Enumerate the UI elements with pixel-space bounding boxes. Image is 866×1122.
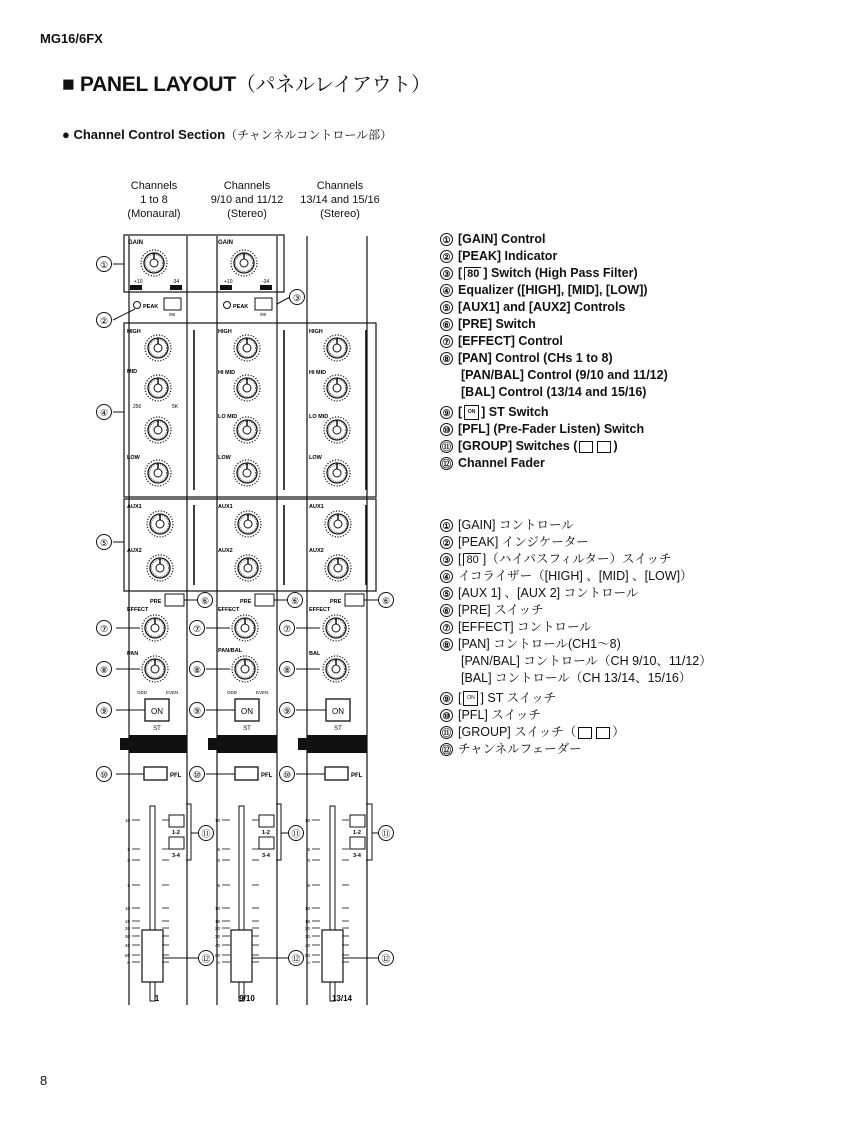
fader-scale-label: 10 xyxy=(214,906,220,911)
svg-text:⑪: ⑪ xyxy=(381,829,391,839)
pre-switch-3[interactable] xyxy=(345,594,364,606)
svg-text:HI MID: HI MID xyxy=(309,370,327,376)
svg-text:⑫: ⑫ xyxy=(381,954,391,964)
fader-scale-label: 30 xyxy=(124,934,130,939)
page-title: ■ PANEL LAYOUT（パネルレイアウト） xyxy=(62,73,431,96)
gain-label: GAIN xyxy=(128,240,143,246)
column-header-3: Channels 13/14 and 15/16 (Stereo) xyxy=(300,180,380,220)
pfl-switch-3[interactable] xyxy=(325,767,348,780)
fader-scale-label: 15 xyxy=(214,919,220,924)
jp-item-8c: [BAL] コントロール（CH 13/14、15/16） xyxy=(461,671,692,685)
effect-knob-1[interactable] xyxy=(142,615,168,641)
svg-text:3-4: 3-4 xyxy=(172,853,180,859)
svg-text:④: ④ xyxy=(99,408,109,418)
fader-scale-label: 5 xyxy=(217,883,220,888)
en-item-12: ⑫ Channel Fader xyxy=(441,456,545,470)
pre-switch-2[interactable] xyxy=(255,594,274,606)
svg-text:AUX1: AUX1 xyxy=(218,504,233,510)
gain-max: -34 xyxy=(172,279,180,285)
jp-item-5: ⑤ [AUX 1] 、[AUX 2] コントロール xyxy=(440,585,712,602)
svg-text:EVEN: EVEN xyxy=(256,690,269,695)
peak-led-1 xyxy=(134,302,141,309)
svg-text:1-2: 1-2 xyxy=(353,830,361,836)
fader-scale-label: 10 xyxy=(304,818,310,823)
fader-knob-3[interactable] xyxy=(322,930,343,982)
svg-text:5K: 5K xyxy=(172,404,179,410)
fader-knob-1[interactable] xyxy=(142,930,163,982)
svg-text:⑨: ⑨ xyxy=(192,706,202,716)
fader-scale-label: 5 xyxy=(127,883,130,888)
aux1-knob-2[interactable] xyxy=(235,511,261,537)
eq-low-knob-1[interactable] xyxy=(145,460,171,486)
fader-scale-label: 5 xyxy=(127,847,130,852)
page-number: 8 xyxy=(40,1073,48,1088)
fader-scale-label: 0 xyxy=(217,858,220,863)
svg-text:1-2: 1-2 xyxy=(262,830,270,836)
gain-max-2: -34 xyxy=(262,279,270,285)
fader-scale-label: 30 xyxy=(214,934,220,939)
group-12-switch-1[interactable] xyxy=(169,815,184,827)
section-heading: ● Channel Control Section（チャンネルコントロール部） xyxy=(62,127,393,142)
eq-low-knob-3[interactable] xyxy=(324,460,350,486)
aux2-knob-2[interactable] xyxy=(235,555,261,581)
fader-scale-label: 20 xyxy=(304,926,310,931)
svg-text:13/14: 13/14 xyxy=(331,994,353,1003)
jp-item-3: ③ [ 80 ]（ハイパスフィルター）スイッチ xyxy=(440,551,712,568)
svg-text:⑪: ⑪ xyxy=(291,829,301,839)
fader-scale-label: 15 xyxy=(304,919,310,924)
svg-text:AUX1: AUX1 xyxy=(127,504,142,510)
japanese-legend xyxy=(440,517,712,758)
svg-text:EFFECT: EFFECT xyxy=(309,607,331,613)
svg-text:③: ③ xyxy=(292,293,302,303)
aux1-knob-1[interactable] xyxy=(147,511,173,537)
svg-text:ST: ST xyxy=(334,726,342,732)
svg-text:ON: ON xyxy=(241,707,253,716)
column-header-2: Channels 9/10 and 11/12 (Stereo) xyxy=(210,180,284,220)
svg-text:⑩: ⑩ xyxy=(99,770,109,780)
hpf-label-2: /80 xyxy=(260,312,267,317)
svg-text:①: ① xyxy=(99,260,109,270)
gain-min-2: +10 xyxy=(224,279,233,285)
en-item-2: ② [PEAK] Indicator xyxy=(440,248,668,265)
gain-knob-2[interactable] xyxy=(231,250,257,276)
svg-text:PFL: PFL xyxy=(261,773,273,779)
peak-label-2: PEAK xyxy=(233,304,249,310)
gain-label-2: GAIN xyxy=(218,240,233,246)
pfl-switches xyxy=(144,767,363,780)
svg-text:AUX2: AUX2 xyxy=(218,548,233,554)
svg-text:PFL: PFL xyxy=(170,773,182,779)
svg-text:EFFECT: EFFECT xyxy=(127,607,149,613)
eq-lomid-knob-3[interactable] xyxy=(324,417,350,443)
fader-scale-label: 10 xyxy=(124,818,130,823)
group-34-switch-2[interactable] xyxy=(259,837,274,849)
fader-scale-label: 10 xyxy=(304,906,310,911)
hpf-switch-1[interactable] xyxy=(164,298,181,310)
svg-text:⑫: ⑫ xyxy=(201,954,211,964)
jp-item-9: ⑨ [ ON ] ST スイッチ xyxy=(440,690,712,707)
en-item-8c: [BAL] Control (13/14 and 15/16) xyxy=(461,385,647,399)
fader-scale-label: 5 xyxy=(307,883,310,888)
fader-scale-label: 0 xyxy=(127,858,130,863)
svg-text:LO MID: LO MID xyxy=(309,414,329,420)
svg-text:1-2: 1-2 xyxy=(172,830,180,836)
fader-scale-label: ∞ xyxy=(306,960,310,965)
gain-knobs xyxy=(128,240,272,290)
svg-text:⑦: ⑦ xyxy=(192,624,202,634)
jp-item-12: ⑫ チャンネルフェーダー xyxy=(441,742,582,756)
fader-scale-label: 10 xyxy=(124,906,130,911)
pan-knob-1[interactable] xyxy=(142,656,168,682)
en-item-7: ⑦ [EFFECT] Control xyxy=(440,333,668,350)
jp-item-10: ⑩ [PFL] スイッチ xyxy=(440,707,712,724)
fader-knob-2[interactable] xyxy=(231,930,252,982)
fader-scale-label: 60 xyxy=(124,953,130,958)
scribble-strips xyxy=(120,735,367,753)
svg-text:AUX2: AUX2 xyxy=(309,548,324,554)
jp-item-2: ② [PEAK] インジケーター xyxy=(440,534,712,551)
hpf-label-1: /80 xyxy=(169,312,176,317)
aux1-knob-3[interactable] xyxy=(325,511,351,537)
jp-item-4: ④ イコライザー（[HIGH] 、[MID] 、[LOW]） xyxy=(440,568,712,585)
eq-himid-knob-2[interactable] xyxy=(234,375,260,401)
svg-text:⑧: ⑧ xyxy=(282,665,292,675)
svg-text:LO MID: LO MID xyxy=(218,414,238,420)
group-12-switch-3[interactable] xyxy=(350,815,365,827)
svg-text:PAN/BAL: PAN/BAL xyxy=(218,648,243,654)
fader-scale-label: 20 xyxy=(124,926,130,931)
svg-text:⑥: ⑥ xyxy=(381,596,391,606)
svg-text:⑦: ⑦ xyxy=(282,624,292,634)
svg-text:PFL: PFL xyxy=(351,773,363,779)
svg-text:PAN: PAN xyxy=(127,651,139,657)
model-name: MG16/6FX xyxy=(40,31,103,46)
eq-high-knob-2[interactable] xyxy=(234,335,260,361)
fader-scale-label: 30 xyxy=(304,934,310,939)
svg-text:AUX2: AUX2 xyxy=(127,548,142,554)
svg-text:PRE: PRE xyxy=(330,599,342,605)
english-legend xyxy=(440,231,668,472)
svg-text:⑨: ⑨ xyxy=(99,706,109,716)
en-item-8: ⑧ [PAN] Control (CHs 1 to 8) xyxy=(440,350,668,367)
fader-scale-label: ∞ xyxy=(126,960,130,965)
peak-hpf-row xyxy=(134,298,273,317)
gain-min: +10 xyxy=(134,279,143,285)
svg-text:②: ② xyxy=(99,316,109,326)
pfl-switch-1[interactable] xyxy=(144,767,167,780)
en-item-6: ⑥ [PRE] Switch xyxy=(440,316,668,333)
svg-text:ON: ON xyxy=(151,707,163,716)
eq-high-knob-1[interactable] xyxy=(145,335,171,361)
group-12-switch-2[interactable] xyxy=(259,815,274,827)
svg-text:LOW: LOW xyxy=(309,455,322,461)
svg-text:⑩: ⑩ xyxy=(192,770,202,780)
eq-himid-knob-3[interactable] xyxy=(324,375,350,401)
group-34-switch-3[interactable] xyxy=(350,837,365,849)
svg-text:⑧: ⑧ xyxy=(99,665,109,675)
effect-knob-2[interactable] xyxy=(232,615,258,641)
fader-scale-label: 5 xyxy=(307,847,310,852)
jp-item-8b: [PAN/BAL] コントロール（CH 9/10、11/12） xyxy=(461,654,712,668)
svg-text:250: 250 xyxy=(133,404,142,410)
aux2-knob-3[interactable] xyxy=(325,555,351,581)
pre-switch-1[interactable] xyxy=(165,594,184,606)
en-item-11: ⑪ [GROUP] Switches ( ) xyxy=(441,439,618,453)
svg-text:HIGH: HIGH xyxy=(309,329,323,335)
effect-knob-3[interactable] xyxy=(323,615,349,641)
panbal-knob-2[interactable] xyxy=(232,656,258,682)
svg-text:AUX1: AUX1 xyxy=(309,504,324,510)
faders xyxy=(142,806,365,1003)
peak-led-2 xyxy=(224,302,231,309)
svg-text:ST: ST xyxy=(153,726,161,732)
en-item-4: ④ Equalizer ([HIGH], [MID], [LOW]) xyxy=(440,282,668,299)
svg-text:⑩: ⑩ xyxy=(282,770,292,780)
svg-text:BAL: BAL xyxy=(309,651,321,657)
fader-scale-label: 40 xyxy=(304,943,310,948)
fader-scale-label: 60 xyxy=(214,953,220,958)
svg-text:9/10: 9/10 xyxy=(239,994,255,1003)
bal-knob-3[interactable] xyxy=(323,656,349,682)
svg-text:1: 1 xyxy=(154,994,160,1003)
svg-text:3-4: 3-4 xyxy=(353,853,361,859)
en-item-1: ① [GAIN] Control xyxy=(440,231,668,248)
fader-scale-label: 15 xyxy=(124,919,130,924)
en-item-9: ⑨ [ ON ] ST Switch xyxy=(440,404,668,421)
eq-mid-knob-1[interactable] xyxy=(145,375,171,401)
eq-midgain-knob-1[interactable] xyxy=(145,417,171,443)
pre-effect-pan xyxy=(127,594,364,695)
jp-item-7: ⑦ [EFFECT] コントロール xyxy=(440,619,712,636)
svg-text:3-4: 3-4 xyxy=(262,853,270,859)
fader-scale-label: 0 xyxy=(307,858,310,863)
fader-scale-label: 40 xyxy=(214,943,220,948)
gain-knob-1[interactable] xyxy=(141,250,167,276)
jp-item-6: ⑥ [PRE] スイッチ xyxy=(440,602,712,619)
peak-label-1: PEAK xyxy=(143,304,159,310)
svg-text:⑧: ⑧ xyxy=(192,665,202,675)
fader-scale-label: 5 xyxy=(217,847,220,852)
eq-high-knob-3[interactable] xyxy=(324,335,350,361)
svg-text:⑪: ⑪ xyxy=(201,829,211,839)
svg-text:ON: ON xyxy=(332,707,344,716)
svg-text:LOW: LOW xyxy=(127,455,140,461)
group-34-switch-1[interactable] xyxy=(169,837,184,849)
aux-section xyxy=(127,504,351,581)
eq-low-knob-2[interactable] xyxy=(234,460,260,486)
jp-item-11: ⑪ [GROUP] スイッチ（ ） xyxy=(441,725,625,739)
eq-lomid-knob-2[interactable] xyxy=(234,417,260,443)
svg-text:EFFECT: EFFECT xyxy=(218,607,240,613)
on-switches xyxy=(145,699,350,732)
svg-text:ODD: ODD xyxy=(227,690,237,695)
fader-scale-label: 60 xyxy=(304,953,310,958)
pfl-switch-2[interactable] xyxy=(235,767,258,780)
svg-text:HI MID: HI MID xyxy=(218,370,236,376)
svg-text:LOW: LOW xyxy=(218,455,231,461)
svg-text:⑫: ⑫ xyxy=(291,954,301,964)
svg-text:⑦: ⑦ xyxy=(99,624,109,634)
en-item-3: ③ [ 80 ] Switch (High Pass Filter) xyxy=(440,265,668,282)
column-header-1: Channels 1 to 8 (Monaural) xyxy=(127,180,181,220)
en-item-8b: [PAN/BAL] Control (9/10 and 11/12) xyxy=(461,368,668,382)
svg-text:PRE: PRE xyxy=(240,599,252,605)
fader-scale-label: ∞ xyxy=(216,960,220,965)
en-item-5: ⑤ [AUX1] and [AUX2] Controls xyxy=(440,299,668,316)
svg-text:⑨: ⑨ xyxy=(282,706,292,716)
en-item-10: ⑩ [PFL] (Pre-Fader Listen) Switch xyxy=(440,421,668,438)
jp-item-1: ① [GAIN] コントロール xyxy=(440,517,712,534)
svg-text:ODD: ODD xyxy=(137,690,147,695)
svg-text:EVEN: EVEN xyxy=(166,690,179,695)
eq-section xyxy=(127,329,350,486)
fader-scale-label: 20 xyxy=(214,926,220,931)
hpf-switch-2[interactable] xyxy=(255,298,272,310)
svg-text:ST: ST xyxy=(243,726,251,732)
svg-text:⑥: ⑥ xyxy=(200,596,210,606)
aux2-knob-1[interactable] xyxy=(147,555,173,581)
fader-scale-label: 40 xyxy=(124,943,130,948)
svg-text:⑤: ⑤ xyxy=(99,538,109,548)
jp-item-8: ⑧ [PAN] コントロール(CH1〜8) xyxy=(440,636,712,653)
svg-text:HIGH: HIGH xyxy=(127,329,141,335)
svg-text:PRE: PRE xyxy=(150,599,162,605)
svg-text:HIGH: HIGH xyxy=(218,329,232,335)
svg-text:MID: MID xyxy=(127,369,138,375)
svg-text:⑥: ⑥ xyxy=(290,596,300,606)
fader-scale-label: 10 xyxy=(214,818,220,823)
